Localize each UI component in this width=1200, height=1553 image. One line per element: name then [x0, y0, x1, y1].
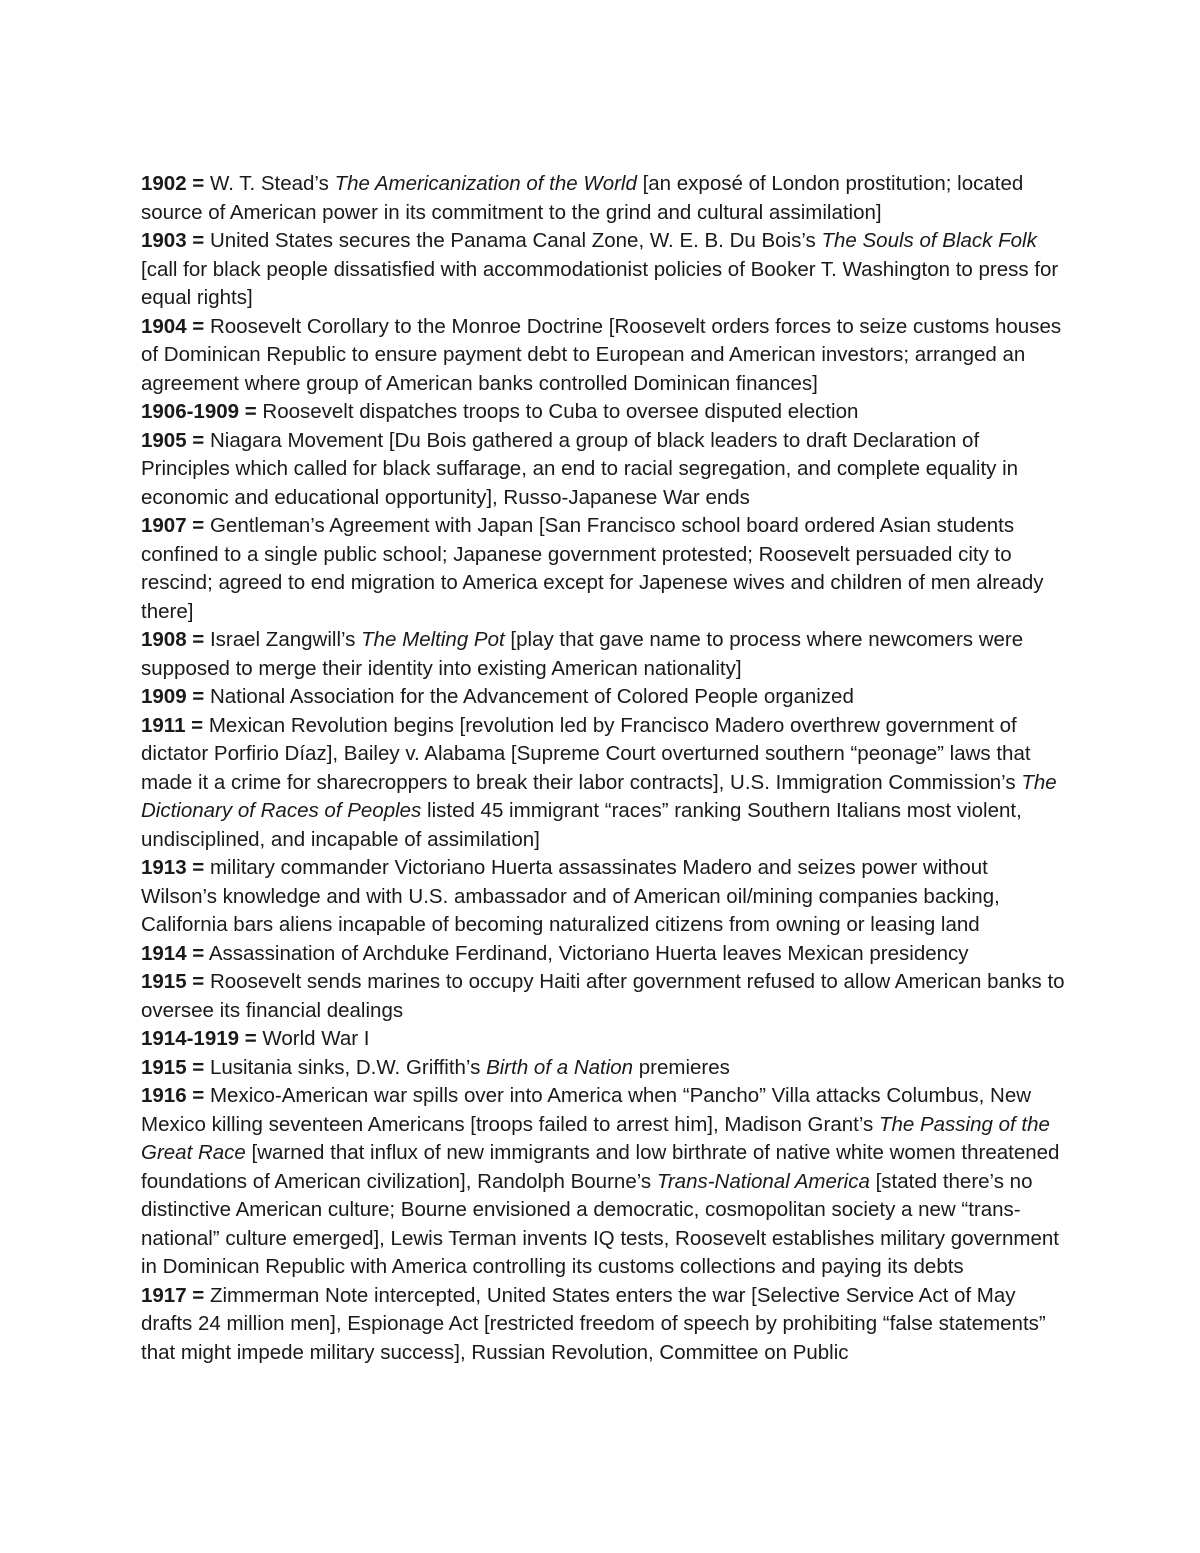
- entry-text: listed 45 immigrant “races” ranking Southern Italians most violent, undisciplined, and incapable of assimilation]: [141, 799, 1022, 851]
- entry-year: 1903 =: [141, 229, 205, 252]
- entry-year: 1905 =: [141, 428, 205, 452]
- work-title: Trans-National America: [656, 1169, 870, 1193]
- entry-year: 1914-1919 =: [141, 1027, 257, 1050]
- entry-text: Lusitania sinks, D.W. Griffith’s: [204, 1055, 487, 1079]
- entry-text: [an exposé of London prostitution; located source of American power in its commitment to the grind and cultural assimilation]: [141, 172, 1024, 224]
- timeline-text: [141, 170, 1066, 1367]
- timeline-entry: [141, 712, 1066, 855]
- timeline-entry: [141, 170, 1066, 227]
- entry-text: Zimmerman Note intercepted, United States enters the war [Selective Service Act of May drafts 24 million men], Espionage Act [restricted freedom of speech by prohibiting “false statements” that might impede military success], Russian Revolution, Committee on Public: [141, 1283, 1046, 1364]
- entry-year: 1914 =: [141, 941, 205, 965]
- entry-text: premieres: [633, 1055, 730, 1079]
- timeline-entry: [141, 1054, 1066, 1083]
- timeline-entry: [141, 626, 1066, 683]
- entry-text: [warned that influx of new immigrants and low birthrate of native white women threatened foundations of American civilization], Randolph Bourne’s: [141, 1141, 1060, 1193]
- entry-text: Roosevelt Corollary to the Monroe Doctrine [Roosevelt orders forces to seize customs houses of Dominican Republic to ensure payment debt to European and American investors; arranged an agreement where group of American banks controlled Dominican finances]: [141, 314, 1062, 395]
- timeline-entry: [141, 427, 1066, 513]
- timeline-entry: [141, 968, 1066, 1025]
- work-title: The Americanization of the World: [334, 172, 637, 195]
- entry-year: 1915 =: [141, 1055, 205, 1079]
- timeline-entry: [141, 1282, 1066, 1368]
- timeline-entry: [141, 398, 1066, 427]
- entry-text: Roosevelt dispatches troops to Cuba to oversee disputed election: [256, 400, 859, 423]
- entry-year: 1913 =: [141, 856, 205, 879]
- entry-text: W. T. Stead’s: [204, 172, 335, 195]
- entry-text: National Association for the Advancement of Colored People organized: [204, 685, 854, 708]
- entry-year: 1911 =: [141, 713, 204, 737]
- entry-text: Mexico-American war spills over into America when “Pancho” Villa attacks Columbus, New Mexico killing seventeen Americans [troops failed to arrest him], Madison Grant’s: [141, 1084, 1032, 1136]
- entry-text: Assassination of Archduke Ferdinand, Victoriano Huerta leaves Mexican presidency: [204, 941, 969, 965]
- work-title: The Dictionary of Races of Peoples: [141, 770, 1057, 822]
- entry-text: Roosevelt sends marines to occupy Haiti after government refused to allow American banks to oversee its financial dealings: [141, 970, 1065, 1022]
- work-title: The Melting Pot: [361, 628, 505, 651]
- timeline-entry: [141, 227, 1066, 313]
- entry-text: World War I: [256, 1027, 370, 1050]
- entry-text: Mexican Revolution begins [revolution led by Francisco Madero overthrew government of dictator Porfirio Díaz], Bailey v. Alabama [Supreme Court overturned southern “peonage” laws that made it a crime for sharecroppers to break their labor contracts], U.S. Immigration Commission’s: [141, 713, 1031, 794]
- timeline-entry: [141, 1025, 1066, 1054]
- timeline-entry: [141, 940, 1066, 969]
- entry-text: [call for black people dissatisfied with accommodationist policies of Booker T. Washington to press for equal rights]: [141, 257, 1059, 309]
- entry-text: Israel Zangwill’s: [204, 628, 362, 651]
- entry-year: 1902 =: [141, 172, 205, 195]
- entry-text: [stated there’s no distinctive American culture; Bourne envisioned a democratic, cosmopolitan society a new “trans-national” culture emerged], Lewis Terman invents IQ tests, Roosevelt establishes military government in Dominican Republic with America controlling its customs collections and paying its debts: [141, 1169, 1059, 1278]
- work-title: The Souls of Black Folk: [821, 229, 1037, 252]
- entry-year: 1915 =: [141, 970, 205, 993]
- work-title: The Passing of the Great Race: [141, 1112, 1050, 1164]
- entry-text: Niagara Movement [Du Bois gathered a group of black leaders to draft Declaration of Principles which called for black suffarage, an end to racial segregation, and complete equality in economic and educational opportunity], Russo-Japanese War ends: [141, 428, 1019, 509]
- entry-year: 1906-1909 =: [141, 400, 257, 423]
- entry-text: [play that gave name to process where newcomers were supposed to merge their identity into existing American nationality]: [141, 628, 1024, 680]
- entry-year: 1917 =: [141, 1283, 205, 1307]
- entry-text: Gentleman’s Agreement with Japan [San Francisco school board ordered Asian students confined to a single public school; Japanese government protested; Roosevelt persuaded city to rescind; agreed to end migration to America except for Japenese wives and children of men already there]: [141, 514, 1044, 623]
- entry-year: 1908 =: [141, 628, 205, 651]
- timeline-entry: [141, 854, 1066, 940]
- timeline-entry: [141, 1082, 1066, 1282]
- entry-year: 1907 =: [141, 514, 205, 537]
- entry-year: 1904 =: [141, 314, 205, 338]
- timeline-entry: [141, 313, 1066, 399]
- entry-text: military commander Victoriano Huerta assassinates Madero and seizes power without Wilson’s knowledge and with U.S. ambassador and of American oil/mining companies backing, California bars aliens incapable of becoming naturalized citizens from owning or leasing land: [141, 856, 1000, 936]
- entry-text: United States secures the Panama Canal Zone, W. E. B. Du Bois’s: [204, 229, 822, 252]
- timeline-entry: [141, 512, 1066, 626]
- work-title: Birth of a Nation: [486, 1055, 634, 1079]
- entry-year: 1909 =: [141, 685, 205, 708]
- entry-year: 1916 =: [141, 1084, 205, 1107]
- timeline-entry: [141, 683, 1066, 712]
